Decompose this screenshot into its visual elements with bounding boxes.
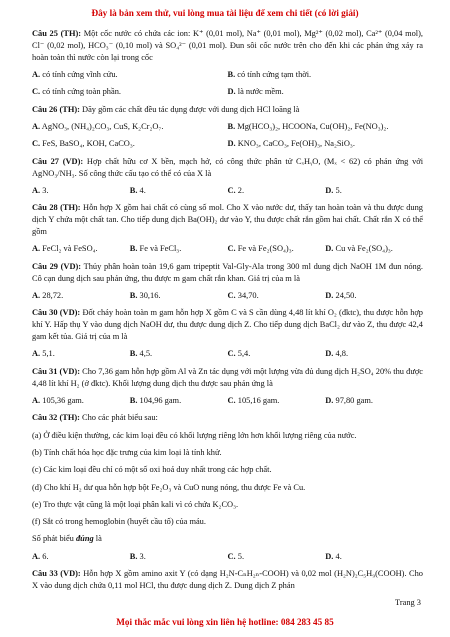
question-29: Câu 29 (VD): Thủy phân hoàn toàn 19,6 gam tripeptit Val-Gly-Ala trong 300 ml dung dịch NaOH 1M đun nóng. Cô cạn dung dịch sau phản ứng, thu được m gam chất rắn khan. Giá trị của m là	[32, 261, 423, 283]
option-c: C. có tính cứng toàn phần.	[32, 87, 121, 97]
option-a: A. có tính cứng vĩnh cửu.	[32, 70, 118, 80]
statement-f: (f) Sắt có trong hemoglobin (huyết cầu tố) của máu.	[32, 517, 206, 527]
option-b: B. 104,96 gam.	[129, 395, 182, 405]
option-c: C. 105,16 gam.	[227, 395, 280, 405]
option-d: D. là nước mềm.	[227, 87, 284, 97]
statement-c: (c) Các kim loại đều chỉ có một số oxi hoá duy nhất trong các hợp chất.	[32, 465, 272, 475]
options-row	[32, 395, 423, 407]
options-row	[32, 121, 423, 133]
option-b: B. 4.	[129, 185, 146, 195]
option-c: C. Fe và Fe₂(SO₄)₃.	[227, 244, 294, 254]
options-row	[32, 551, 423, 563]
question-25	[32, 28, 423, 64]
question-list	[32, 28, 423, 597]
options-row	[32, 185, 423, 197]
option-d: D. Cu và Fe₂(SO₄)₃.	[325, 244, 393, 254]
options-row	[32, 243, 423, 255]
question-31: Câu 31 (VD): Cho 7,36 gam hỗn hợp gồm Al và Zn tác dụng với một lượng vừa đủ dung dịch H₂SO₄ 20% thu được 4,48 lít khí H₂ (ở đktc). Khối lượng dung dịch thu được sau phản ứng là	[32, 366, 424, 388]
question-32: Câu 32 (TH): Cho các phát biểu sau:	[32, 413, 158, 423]
count-prompt: Số phát biểu đúng là	[32, 534, 102, 544]
question-33: Câu 33 (VD): Hỗn hợp X gồm amino axit Y (có dạng H₂N-CₙH₂ₙ-COOH) và 0,02 mol (H₂N)₂C₅H₉(COOH). Cho X vào dung dịch chứa 0,11 mol HCl, thu được dung dịch Z. Dung dịch Z phản	[32, 569, 423, 591]
option-d: D. KNO₃, CaCO₃, Fe(OH)₃, Na₂SiO₃.	[227, 139, 355, 149]
option-b: B. 30,16.	[129, 290, 161, 300]
option-a: A. 28,72.	[32, 290, 64, 300]
option-b: B. Mg(HCO₃)₂, HCOONa, Cu(OH)₂, Fe(NO₃)₂.	[227, 122, 389, 132]
option-c: C. 34,70.	[227, 290, 259, 300]
option-b: B. 4,5.	[129, 349, 153, 359]
option-b: B. có tính cứng tạm thời.	[227, 70, 312, 80]
option-c: C. FeS, BaSO₄, KOH, CaCO₃.	[32, 139, 135, 149]
option-b: B. 3.	[129, 551, 146, 561]
option-a: A. 6.	[32, 551, 49, 561]
statement-a: (a) Ở điều kiện thường, các kim loại đều có khối lượng riêng lớn hơn khối lượng riêng của nước.	[32, 430, 357, 440]
preview-banner: Đây là bản xem thử, vui lòng mua tài liệu để xem chi tiết (có lời giải)	[91, 8, 359, 18]
question-label: Câu 25 (TH):	[32, 29, 82, 38]
option-c: C. 5,4.	[227, 349, 251, 359]
option-a: A. 105,36 gam.	[32, 395, 84, 405]
question-stem: Một cốc nước có chứa các ion: K⁺ (0,01 mol), Na⁺ (0,01 mol), Mg²⁺ (0,02 mol), Ca²⁺ (0,04 mol), Cl⁻ (0,02 mol), HCO₃⁻ (0,10 mol) và SO₄²⁻ (0,01 mol). Đun sôi cốc nước trên cho đến khi các phản ứng xảy ra hoàn toàn thì nước còn lại trong cốc	[32, 29, 423, 62]
option-a: A. AgNO₃, (NH₄)₂CO₃, CuS, K₂Cr₂O₇.	[32, 122, 164, 132]
option-c: C. 2.	[227, 185, 245, 195]
question-26: Câu 26 (TH): Dãy gồm các chất đều tác dụng được với dung dịch HCl loãng là	[32, 104, 300, 114]
options-row	[32, 290, 423, 302]
options-row	[32, 86, 423, 98]
options-row	[32, 348, 423, 360]
statement-b: (b) Tính chất hóa học đặc trưng của kim loại là tính khử.	[32, 447, 222, 457]
question-28: Câu 28 (TH): Hỗn hợp X gồm hai chất có cùng số mol. Cho X vào nước dư, thấy tan hoàn toàn và thu được dung dịch Y chứa một chất tan. Cho tiếp dung dịch Ba(OH)₂ dư vào Y, thu được chất rắn gồm hai chất. Chất rắn X có thể gồm	[32, 203, 423, 237]
options-row	[32, 69, 423, 81]
hotline-footer: Mọi thắc mắc vui lòng xin liên hệ hotline: 084 283 45 85	[116, 616, 334, 627]
option-d: D. 5.	[325, 185, 342, 195]
statement-e: (e) Tro thực vật cũng là một loại phân kali vì có chứa K₂CO₃.	[32, 499, 239, 509]
option-d: D. 4.	[325, 551, 342, 561]
option-d: D. 24,50.	[325, 290, 357, 300]
option-c: C. 5.	[227, 551, 245, 561]
option-a: A. 5,1.	[32, 349, 55, 359]
option-a: A. FeCl₂ và FeSO₄.	[32, 244, 98, 254]
statement-d: (d) Cho khí H₂ dư qua hỗn hợp bột Fe₂O₃ và CuO nung nóng, thu được Fe và Cu.	[32, 482, 306, 492]
page-number: Trang 3	[395, 598, 421, 607]
option-b: B. Fe và FeCl₃.	[129, 244, 182, 254]
options-row	[32, 138, 423, 150]
question-30: Câu 30 (VD): Đốt cháy hoàn toàn m gam hỗn hợp X gồm C và S cần dùng 4,48 lít khí O₂ (đktc), thu được hỗn hợp khí Y. Hấp thụ Y vào dung dịch NaOH dư, thu được dung dịch Z. Cho tiếp dung dịch BaCl₂ dư vào Z, thu được 42,4 gam kết tủa. Giá trị của m là	[32, 308, 423, 342]
option-d: D. 4,8.	[325, 349, 349, 359]
option-d: D. 97,80 gam.	[325, 395, 373, 405]
question-27: Câu 27 (VD): Hợp chất hữu cơ X bền, mạch hở, có công thức phân tử CₓHᵧO, (Mₓ < 62) có phản ứng với AgNO₃/NH₃. Số công thức cấu tạo có thể có của X là	[32, 156, 424, 178]
option-a: A. 3.	[32, 185, 49, 195]
